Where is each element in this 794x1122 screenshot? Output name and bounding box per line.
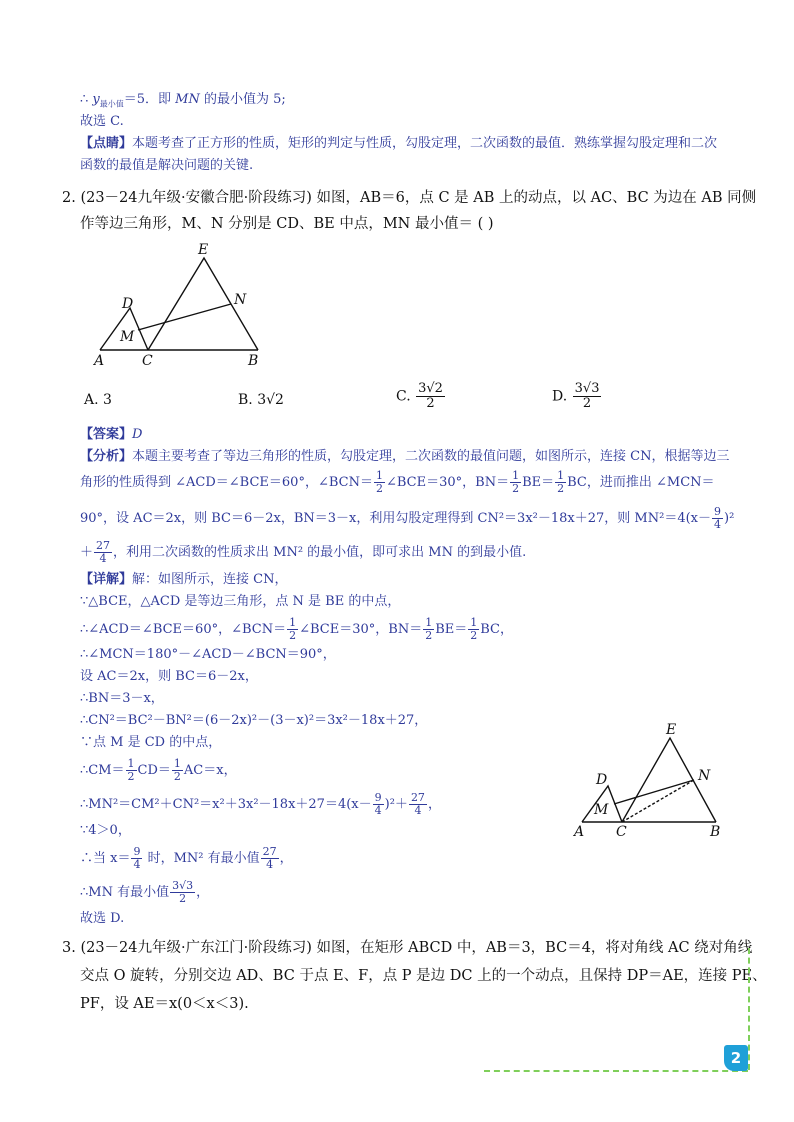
detail-segment-cn — [622, 780, 694, 822]
label-M: M — [120, 329, 135, 345]
detail-line-13: ∴MN 有最小值 $\frac{3√3}{2}$ ， — [80, 879, 210, 905]
label-B: B — [710, 824, 721, 840]
q3-line-2: 交点 O 旋转，分别交边 AD、BC 于点 E、F，点 P 是边 DC 上的一个动点，且保持 DP＝AE，连接 PE、 — [80, 968, 767, 984]
option-c[interactable]: C. $\frac{3√2}{2}$ — [396, 381, 443, 411]
label-N: N — [234, 292, 247, 308]
detail-line-2: ∵△BCE，△ACD 是等边三角形，点 N 是 BE 的中点， — [80, 594, 401, 609]
prev-line-1: ∴ $y_{最小值}=5$．即 MN 的最小值为 5; — [80, 92, 286, 109]
q2-figure — [90, 238, 280, 368]
label-A: A — [94, 353, 105, 368]
label-C: C — [142, 353, 153, 368]
q2-line-1: 2. (23－24九年级·安徽合肥·阶段练习) 如图，AB＝6，点 C 是 AB 上的动点，以 AC、BC 为边在 AB 同侧 — [62, 190, 757, 206]
detail-segment-mn — [614, 780, 694, 804]
label-D: D — [596, 772, 608, 788]
label-B: B — [248, 353, 259, 368]
q2-line-2: 作等边三角形，M、N 分别是 CD、BE 中点，MN 最小值＝ ( ) — [80, 216, 494, 232]
detail-line-6: ∴BN＝3－x， — [80, 691, 164, 706]
label-D: D — [122, 296, 134, 312]
q3-line-1: 3. (23－24九年级·广东江门·阶段练习) 如图，在矩形 ABCD 中，AB＝3，BC＝4，将对角线 AC 绕对角线 — [62, 940, 753, 956]
detail-line-8: ∵点 M 是 CD 的中点， — [80, 735, 222, 750]
analysis-line-2: 角形的性质得到 ∠ACD＝∠BCE＝60°，∠BCN＝ $\frac{1}{2}$ ∠BCE＝30°，BN＝ $\frac{1}{2}$ BE＝ $\frac{1}{2}$ BC，进而推出 ∠MCN＝ — [80, 469, 715, 495]
detail-line-14: 故选 D. — [80, 911, 125, 926]
detail-line-9: ∴CM＝ $\frac{1}{2}$ CD＝ $\frac{1}{2}$ AC＝x， — [80, 757, 237, 783]
answer-line: 【答案】D — [80, 427, 143, 442]
border-dashed-right — [748, 948, 750, 1070]
option-d[interactable]: D. $\frac{3√3}{2}$ — [552, 381, 600, 411]
page-number-badge: 2 — [724, 1045, 748, 1071]
label-M: M — [594, 802, 609, 818]
detail-line-4: ∴∠MCN＝180°－∠ACD－∠BCN＝90°， — [80, 647, 336, 662]
border-dashed-bottom — [484, 1070, 748, 1072]
detail-line-3: ∴∠ACD＝∠BCE＝60°，∠BCN＝ $\frac{1}{2}$ ∠BCE＝30°，BN＝ $\frac{1}{2}$ BE＝ $\frac{1}{2}$ BC， — [80, 616, 514, 642]
label-C: C — [616, 824, 627, 840]
figure-segment-mn — [138, 304, 231, 330]
option-a[interactable]: A. 3 — [84, 392, 112, 408]
prev-line-3: 【点睛】本题考查了正方形的性质，矩形的判定与性质，勾股定理，二次函数的最值．熟练掌握勾股定理和二次 — [80, 136, 718, 151]
analysis-line-3: 90°，设 AC＝2x，则 BC＝6－2x，BN＝3－x，利用勾股定理得到 CN²＝3x²－18x＋27，则 MN²＝4(x－ $\frac{9}{4}$ )² — [80, 505, 735, 531]
detail-line-5: 设 AC＝2x，则 BC＝6－2x， — [80, 669, 258, 684]
prev-line-2: 故选 C. — [80, 114, 124, 129]
detail-line-11: ∵4＞0， — [80, 823, 131, 838]
detail-figure — [570, 718, 740, 842]
detail-line-1: 【详解】解：如图所示，连接 CN， — [80, 572, 288, 587]
prev-line-4: 函数的最值是解决问题的关键. — [80, 158, 254, 173]
label-A: A — [574, 824, 585, 840]
option-b[interactable]: B. 3√2 — [238, 392, 284, 408]
label-N: N — [698, 768, 711, 784]
label-E: E — [198, 242, 209, 258]
analysis-line-4: ＋ $\frac{27}{4}$ ，利用二次函数的性质求出 MN² 的最小值，即可求出 MN 的到最小值. — [80, 539, 527, 565]
analysis-line-1: 【分析】本题主要考查了等边三角形的性质，勾股定理，二次函数的最值问题，如图所示，连接 CN，根据等边三 — [80, 449, 730, 464]
detail-line-12: ∴当 x＝ $\frac{9}{4}$ 时，MN² 有最小值 $\frac{27}{4}$ ， — [80, 845, 293, 871]
label-E: E — [666, 722, 677, 738]
q3-line-3: PF，设 AE＝x(0＜x＜3). — [80, 996, 249, 1012]
detail-line-10: ∴MN²＝CM²＋CN²＝x²＋3x²－18x＋27＝4(x－ $\frac{9}{4}$ )²＋ $\frac{27}{4}$ ， — [80, 791, 441, 817]
detail-line-7: ∴CN²＝BC²－BN²＝(6－2x)²－(3－x)²＝3x²－18x＋27， — [80, 713, 428, 728]
